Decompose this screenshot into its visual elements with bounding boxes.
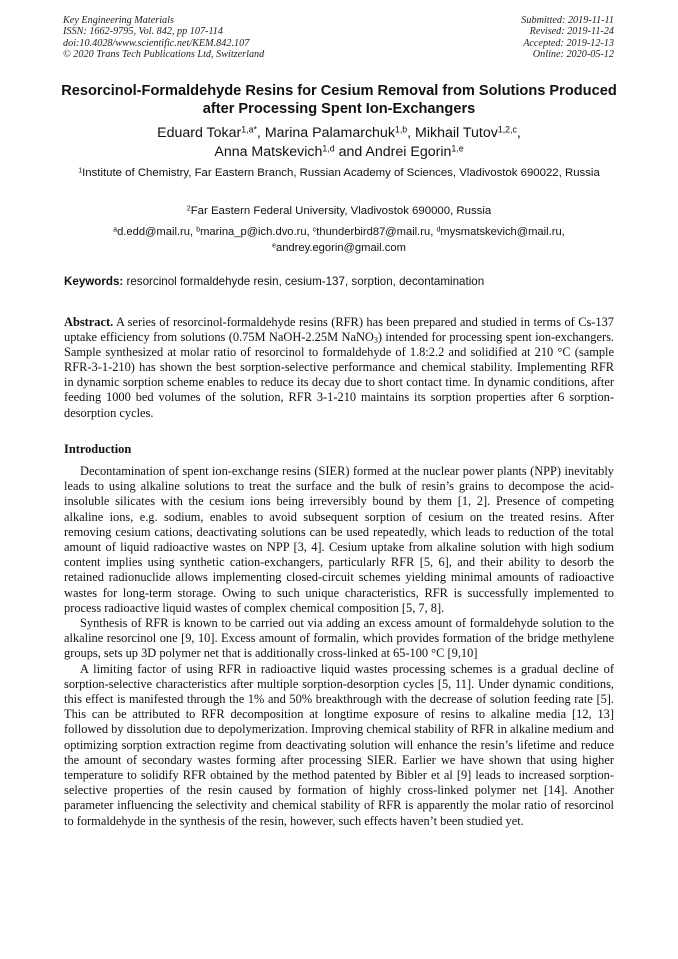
author-separator: ,: [516, 125, 521, 141]
author-affiliation-mark: 1,a*: [241, 124, 257, 135]
affiliation-mark: 2: [186, 205, 191, 213]
paper-title: Resorcinol-Formaldehyde Resins for Cesium Removal from Solutions Produced after Processing Spent Ion-Exchangers: [61, 83, 617, 117]
keywords: [64, 274, 616, 289]
section-heading: Introduction: [64, 442, 132, 456]
revised-date: Revised: 2019-11-24: [529, 26, 614, 38]
author-name: Marina Palamarchuk: [264, 125, 395, 141]
online-date: Online: 2020-05-12: [532, 49, 614, 61]
email-link[interactable]: d.edd@mail.ru,: [117, 226, 197, 238]
doi: doi:10.4028/www.scientific.net/KEM.842.107: [63, 37, 250, 49]
journal-name: Key Engineering Materials: [63, 15, 174, 26]
author-separator: and: [334, 144, 366, 160]
author-name: Eduard Tokar: [157, 125, 242, 141]
accepted-date: Accepted: 2019-12-13: [523, 37, 614, 49]
email-link[interactable]: marina_p@ich.dvo.ru,: [200, 226, 313, 238]
email-mark: c: [312, 226, 317, 234]
introduction-body: [64, 464, 614, 829]
email-mark: b: [196, 226, 201, 234]
author-separator: ,: [407, 125, 416, 141]
issn-volume: ISSN: 1662-9795, Vol. 842, pp 107-114: [63, 26, 223, 38]
abstract-label: Abstract.: [64, 315, 114, 329]
author-list: [40, 124, 638, 162]
affiliation-mark: 1: [78, 167, 83, 175]
paragraph: Synthesis of RFR is known to be carried out via adding an excess amount of formaldehyde solution to the alkaline resorcinol one [9, 10]. Excess amount of formalin, which provides formation of the bridge methylene groups, sets up 3D polymer net that is additionally cross-linked at 65-100 °C [9,10]: [64, 616, 614, 661]
affiliation-text: Far Eastern Federal University, Vladivostok 690000, Russia: [190, 205, 492, 217]
submitted-date: Submitted: 2019-11-11: [521, 15, 614, 26]
journal-info: [63, 15, 264, 61]
copyright: © 2020 Trans Tech Publications Ltd, Switzerland: [63, 49, 265, 61]
abstract: [64, 315, 614, 421]
author-name: Mikhail Tutov: [415, 125, 498, 141]
paragraph: Decontamination of spent ion-exchange resins (SIER) formed at the nuclear power plants (NPP) inevitably leads to using alkaline solutions to treat the surface and the bulk of resin’s grains to decompose the acid-insoluble silicates with the cesium ions being irreversibly bound by them [1, 2]. Presence of competing alkaline ions, e.g. sodium, enables to avoid subsequent sorption of cesium on the treated resins. After removing cesium cations, deactivating solutions can be used repeatedly, which leads to reduction of the total amount of liquid radioactive wastes on NPP [3, 4]. Cesium uptake from alkaline solution with high sodium content implies using synthetic cation-exchangers, particularly RFR [5, 6], and their ability to desorb the retained radionuclide allows implementing closed-circuit schemes yielding minimal amounts of radioactive wastes for long-term storage. Owing to such unique characteristics, RFR is successfully implemented to process radioactive liquid wastes of complex chemical composition [5, 7, 8].: [64, 464, 614, 615]
keywords-label: Keywords:: [64, 275, 124, 288]
email-link[interactable]: andrey.egorin@gmail.com: [275, 241, 406, 254]
email-mark: e: [272, 242, 276, 250]
history-dates: [521, 15, 614, 61]
author-affiliation-mark: 1,2,c: [497, 124, 517, 135]
affiliation-2: [60, 204, 618, 220]
author-affiliation-mark: 1,d: [322, 143, 335, 154]
email-link[interactable]: mysmatskevich@mail.ru,: [440, 226, 565, 238]
author-affiliation-mark: 1,b: [394, 124, 408, 135]
author-name: Andrei Egorin: [365, 144, 452, 160]
abstract-subscript: 3: [373, 335, 378, 345]
affiliation-text: Institute of Chemistry, Far Eastern Branch, Russian Academy of Sciences, Vladivostok 690022, Russia: [82, 167, 600, 179]
email-mark: d: [436, 226, 441, 234]
keywords-text: resorcinol formaldehyde resin, cesium-137, sorption, decontamination: [123, 275, 485, 288]
email-link[interactable]: thunderbird87@mail.ru,: [316, 226, 437, 238]
affiliation-1: [60, 166, 618, 182]
author-emails: [60, 225, 618, 256]
author-separator: ,: [256, 125, 265, 141]
email-mark: a: [113, 226, 118, 234]
abstract-text: A series of resorcinol-formaldehyde resins (RFR) has been prepared and studied in terms of Cs-137 uptake efficiency from solutions (0.75M NaOH-2.25M NaNO: [64, 315, 614, 345]
paragraph: A limiting factor of using RFR in radioactive liquid wastes processing schemes is a gradual decline of sorption-selective characteristics after multiple sorption-desorption cycles [5, 11]. Under dynamic conditions, this effect is manifested through the 1% and 50% breakthrough with the decrease of solution feeding rate [5]. This can be attributed to RFR decomposition at longtime exposure of resins to alkaline media [12, 13] followed by dissolution due to depolymerization. Improving chemical stability of RFR in alkaline medium and optimizing sorption extraction regime from deactivating solution will enhance the resin’s lifetime and reduce the amount of secondary wastes forming after processing SIER. Earlier we have shown that using higher temperature to solidify RFR obtained by the method patented by Bibler et al [9] leads to increased sorption-selective properties of the resin caused by formation of highly cross-linked polymer net [14]. Another parameter influencing the selectivity and chemical stability of RFR is apparently the molar ratio of resorcinol to formaldehyde in the synthesis of the resin, however, such effects haven’t been studied yet.: [64, 661, 614, 828]
author-affiliation-mark: 1,e: [451, 143, 464, 154]
abstract-text: ) intended for processing spent ion-exchangers. Sample synthesized at molar ratio of resorcinol to formaldehyde of 1.8:2.2 and solidified at 210 °C (sample RFR-3-1-210) has shown the best sorption-selective performance and chemical stability. Implementing RFR in dynamic sorption scheme enables to reduce its decay due to short contact time. In dynamic conditions, after feeding 1000 bed volumes of the solution, RFR 3-1-210 maintains its sorption properties after 6 sorption-desorption cycles.: [64, 330, 614, 420]
author-name: Anna Matskevich: [214, 144, 323, 160]
